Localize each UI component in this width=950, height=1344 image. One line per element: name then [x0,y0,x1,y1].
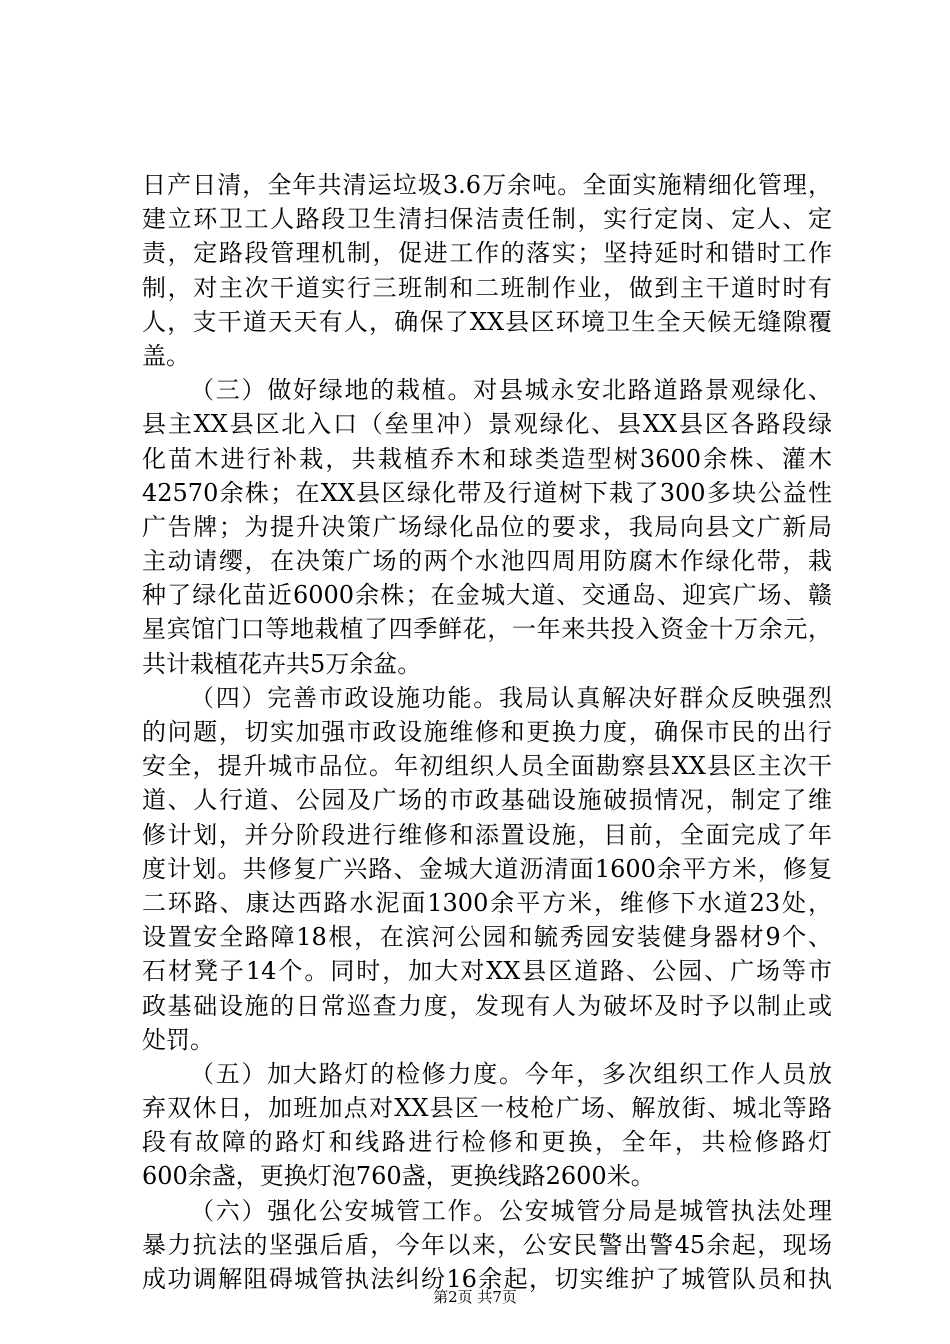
text-line: （四）完善市政设施功能。我局认真解决好群众反映强烈 [190,683,832,712]
text-line: 日产日清，全年共清运垃圾3.6万余吨。全面实施精细化管理， [142,171,832,199]
text-line: 道、人行道、公园及广场的市政基础设施破损情况，制定了维 [142,786,832,815]
text-line: 二环路、康达西路水泥面1300余平方米，维修下水道23处， [142,888,832,917]
text-line: 600余盏，更换灯泡760盏，更换线路2600米。 [142,1162,655,1191]
text-line: 处罚。 [142,1025,214,1054]
text-line: 制，对主次干道实行三班制和二班制作业，做到主干道时时有 [142,273,832,302]
text-line: 石材凳子14个。同时，加大对XX县区道路、公园、广场等市 [142,957,832,986]
text-line: 设置安全路障18根，在滨河公园和毓秀园安装健身器材9个、 [142,923,832,952]
text-line: 修计划，并分阶段进行维修和添置设施，目前，全面完成了年 [142,820,832,849]
text-line: 建立环卫工人路段卫生清扫保洁责任制，实行定岗、定人、定 [142,205,832,234]
text-line: 主动请缨，在决策广场的两个水池四周用防腐木作绿化带，栽 [142,547,832,576]
text-line: 责，定路段管理机制，促进工作的落实；坚持延时和错时工作 [142,239,832,268]
text-line: 化苗木进行补栽，共栽植乔木和球类造型树3600余株、灌木 [142,444,832,473]
text-line: 共计栽植花卉共5万余盆。 [142,649,422,678]
text-line: （六）强化公安城管工作。公安城管分局是城管执法处理 [190,1196,832,1225]
text-line: 种了绿化苗近6000余株；在金城大道、交通岛、迎宾广场、赣 [142,581,832,610]
text-line: 广告牌；为提升决策广场绿化品位的要求，我局向县文广新局 [142,512,832,541]
text-line: 成功调解阻碍城管执法纠纷16余起，切实维护了城管队员和执 [142,1265,832,1293]
text-line: 段有故障的路灯和线路进行检修和更换，全年，共检修路灯 [142,1128,832,1157]
text-line: 42570余株；在XX县区绿化带及行道树下栽了300多块公益性 [142,478,832,507]
text-line: 县主XX县区北入口（垒里冲）景观绿化、县XX县区各路段绿 [142,410,832,439]
text-line: 暴力抗法的坚强后盾，今年以来，公安民警出警45余起，现场 [142,1230,832,1259]
text-line: 政基础设施的日常巡查力度，发现有人为破坏及时予以制止或 [142,991,832,1020]
text-line: 安全，提升城市品位。年初组织人员全面勘察县XX县区主次干 [142,752,832,781]
text-line: （五）加大路灯的检修力度。今年，多次组织工作人员放 [190,1059,832,1088]
text-line: 弃双休日，加班加点对XX县区一枝枪广场、解放街、城北等路 [142,1094,832,1123]
text-line: 的问题，切实加强市政设施维修和更换力度，确保市民的出行 [142,718,832,746]
page-footer: 第2页 共7页 [433,1288,517,1306]
text-line: 度计划。共修复广兴路、金城大道沥清面1600余平方米，修复 [142,854,832,883]
text-line: （三）做好绿地的栽植。对县城永安北路道路景观绿化、 [190,376,832,405]
body-text [142,168,832,1296]
text-line: 盖。 [142,341,190,370]
text-line: 星宾馆门口等地栽植了四季鲜花，一年来共投入资金十万余元， [142,615,832,644]
text-line: 人，支干道天天有人，确保了XX县区环境卫生全天候无缝隙覆 [142,307,832,336]
